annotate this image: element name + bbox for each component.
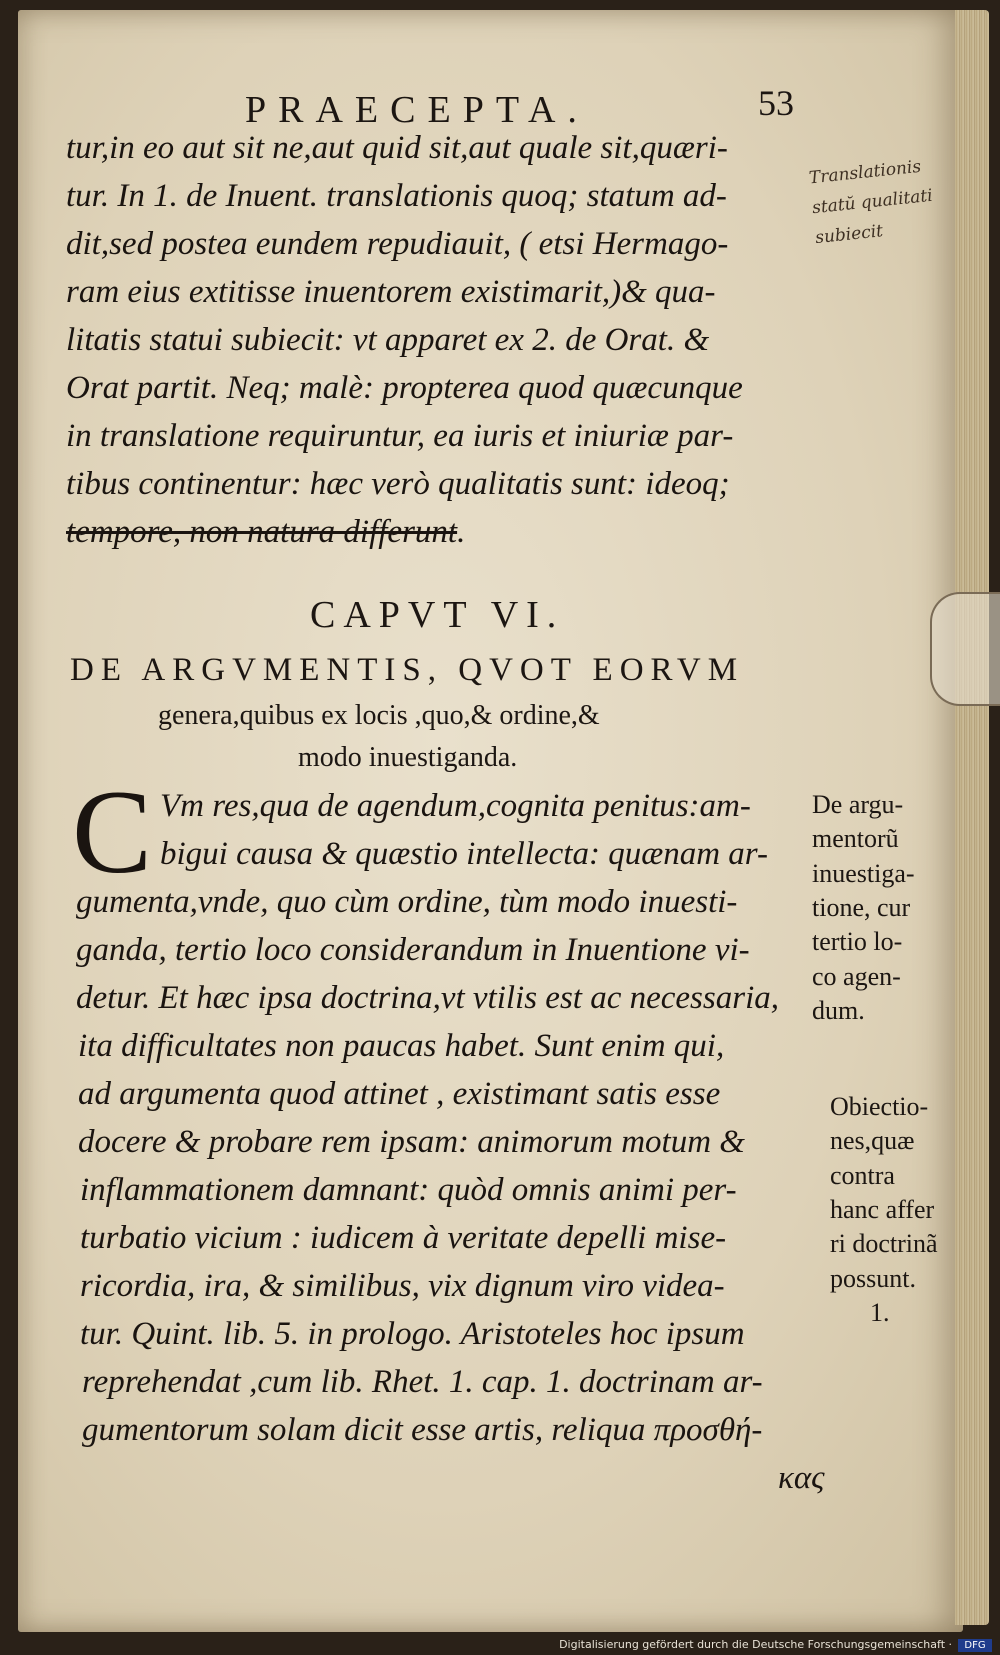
margin-note-1 (812, 788, 915, 1028)
page-number: 53 (758, 83, 794, 123)
margin-line: nes,quæ (830, 1126, 915, 1156)
handwriting-line: Translationis (808, 156, 923, 189)
text-line: gumentorum solam dicit esse artis, reliqua προσθή- (82, 1412, 763, 1448)
text-line: dit,sed postea eundem repudiauit, ( etsi Hermago- (66, 226, 729, 262)
text-line: tur. Quint. lib. 5. in prologo. Aristoteles hoc ipsum (80, 1316, 745, 1352)
text-line: docere & probare rem ipsam: animorum motum & (78, 1124, 745, 1160)
margin-line: Obiectio- (830, 1092, 929, 1121)
text-line: ita difficultates non paucas habet. Sunt enim qui, (78, 1028, 725, 1064)
margin-line: inuestiga- (812, 858, 915, 888)
clip-marker (930, 592, 1000, 706)
text-line: litatis statui subiecit: vt apparet ex 2. de Orat. & (66, 322, 710, 358)
margin-line: contra (830, 1160, 895, 1190)
text-line: ram eius extitisse inuentorem existimarit,)& qua- (66, 274, 716, 310)
margin-line: dum. (812, 995, 865, 1025)
page-edges (955, 10, 989, 1625)
text-line: bigui causa & quæstio intellecta: quænam ar- (160, 836, 768, 872)
text-line: reprehendat ,cum lib. Rhet. 1. cap. 1. doctrinam ar- (82, 1364, 763, 1400)
handwritten-note (808, 152, 938, 253)
text-line: ganda, tertio loco considerandum in Inuentione vi- (76, 932, 750, 968)
text-line: tibus continentur: hæc verò qualitatis sunt: ideoq; (66, 466, 730, 502)
chapter-subtitle-line2: genera,quibus ex locis ,quo,& ordine,& (158, 700, 600, 731)
handwriting-line: subiecit (814, 220, 884, 248)
line-end: . (457, 514, 466, 550)
text-line (66, 514, 465, 551)
text-line: in translatione requiruntur, ea iuris et iniuriæ par- (66, 418, 734, 454)
dfg-logo: DFG (958, 1639, 992, 1652)
text-line: inflammationem damnant: quòd omnis animi per- (80, 1172, 737, 1208)
margin-line: ri doctrinã (830, 1229, 938, 1259)
running-header: PRAECEPTA. (245, 89, 589, 131)
text-line: Vm res,qua de agendum,cognita penitus:am- (160, 788, 751, 824)
margin-line: tione, cur (812, 892, 911, 922)
chapter-title: CAPVT VI. (310, 594, 565, 636)
text-line: gumenta,vnde, quo cùm ordine, tùm modo inuesti- (76, 884, 738, 920)
text-line: turbatio vicium : iudicem à veritate depelli mise- (80, 1220, 727, 1256)
margin-line: tertio lo- (812, 927, 903, 957)
text-line: tur. In 1. de Inuent. translationis quoq; statum ad- (66, 178, 727, 214)
margin-line: De argu- (812, 790, 904, 819)
margin-line: co agen- (812, 961, 901, 991)
digitization-credit: Digitalisierung gefördert durch die Deutsche Forschungsgemeinschaft · (559, 1638, 952, 1651)
text-line: tur,in eo aut sit ne,aut quid sit,aut quale sit,quæri- (66, 130, 728, 166)
text-line: Orat partit. Neq; malè: propterea quod quæcunque (66, 370, 743, 406)
text-line: detur. Et hæc ipsa doctrina,vt vtilis est ac necessaria, (76, 980, 779, 1016)
struck-text: tempore, non natura differunt (66, 514, 458, 550)
margin-line: possunt. (830, 1263, 916, 1293)
margin-note-2 (830, 1090, 938, 1330)
text-line: ad argumenta quod attinet , existimant satis esse (78, 1076, 721, 1112)
handwriting-line: statŭ qualitati (811, 185, 934, 219)
chapter-subtitle-line3: modo inuestiganda. (298, 742, 518, 773)
text-line: ricordia, ira, & similibus, vix dignum viro videa- (80, 1268, 725, 1304)
margin-number: 1. (870, 1297, 890, 1327)
catchword: κας (778, 1460, 825, 1496)
drop-cap: C (72, 765, 153, 898)
margin-line: mentorũ (812, 824, 899, 854)
margin-line: hanc affer (830, 1194, 935, 1224)
chapter-subtitle: DE ARGVMENTIS, QVOT EORVM (70, 652, 745, 688)
